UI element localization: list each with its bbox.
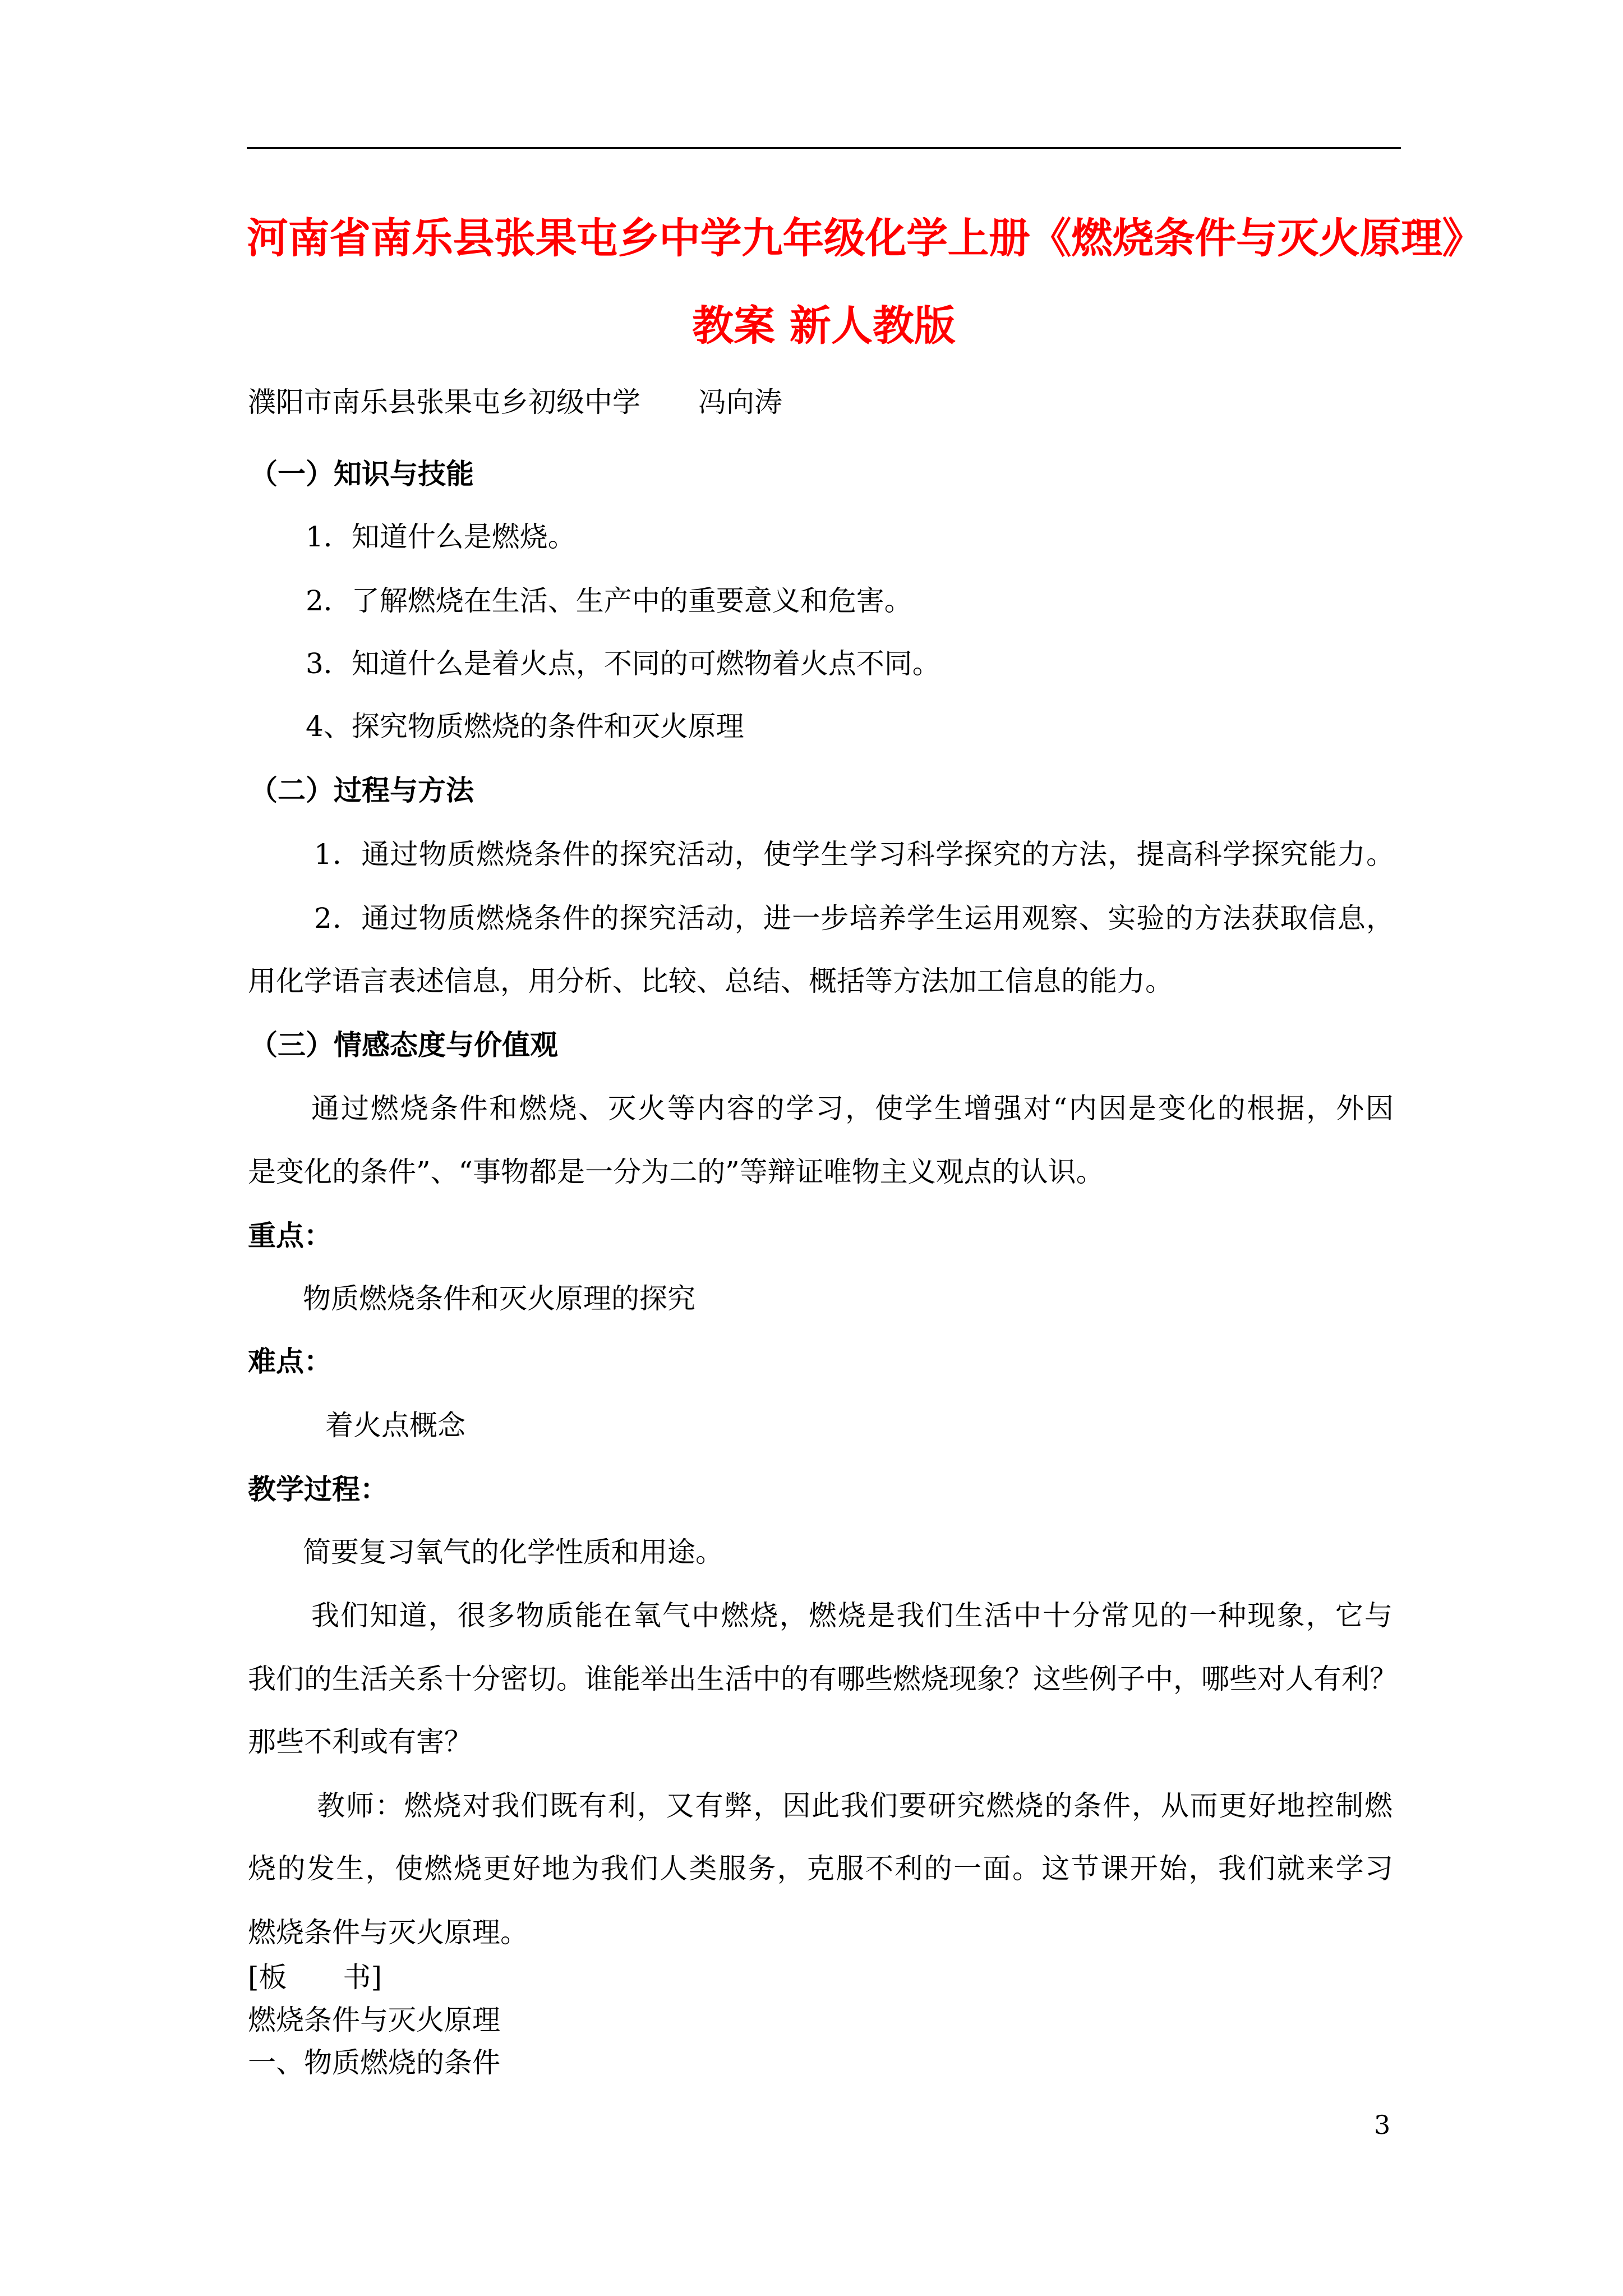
section-3-paragraph-line-2: 是变化的条件”、“事物都是一分为二的”等辩证唯物主义观点的认识。 xyxy=(248,1156,1104,1188)
section-3-heading: （三）情感态度与价值观 xyxy=(250,1028,558,1061)
process-review: 简要复习氧气的化学性质和用途。 xyxy=(303,1536,723,1568)
process-paragraph-1-line-3: 那些不利或有害？ xyxy=(248,1726,472,1758)
process-paragraph-2-line-2: 烧的发生，使燃烧更好地为我们人类服务，克服不利的一面。这节课开始，我们就来学习 xyxy=(248,1852,1393,1885)
process-paragraph-1-line-2: 我们的生活关系十分密切。谁能举出生活中的有哪些燃烧现象？这些例子中，哪些对人有利？ xyxy=(248,1663,1398,1695)
section-3-paragraph-line-1: 通过燃烧条件和燃烧、灭火等内容的学习，使学生增强对“内因是变化的根据，外因 xyxy=(311,1092,1394,1125)
process-paragraph-1-line-1: 我们知道，很多物质能在氧气中燃烧，燃烧是我们生活中十分常见的一种现象，它与 xyxy=(311,1599,1393,1632)
section-2-item-2-line-1: 2．通过物质燃烧条件的探究活动，进一步培养学生运用观察、实验的方法获取信息， xyxy=(314,902,1394,935)
key-point-text: 物质燃烧条件和灭火原理的探究 xyxy=(303,1282,695,1315)
page-number: 3 xyxy=(1374,2110,1391,2140)
section-2-item-1: 1．通过物质燃烧条件的探究活动，使学生学习科学探究的方法，提高科学探究能力。 xyxy=(314,838,1394,871)
author-name: 冯向涛 xyxy=(698,386,782,418)
header-rule xyxy=(247,147,1401,149)
section-1-item-3: 3．知道什么是着火点，不同的可燃物着火点不同。 xyxy=(306,647,940,680)
document-title-line-2: 教案 新人教版 xyxy=(692,302,956,350)
key-point-label: 重点： xyxy=(248,1219,332,1252)
process-paragraph-2-line-1: 教师：燃烧对我们既有利，又有弊，因此我们要研究燃烧的条件，从而更好地控制燃 xyxy=(317,1789,1393,1822)
difficulty-label: 难点： xyxy=(248,1345,332,1378)
difficulty-text: 着火点概念 xyxy=(325,1409,465,1442)
section-2-item-2-line-2: 用化学语言表述信息，用分析、比较、总结、概括等方法加工信息的能力。 xyxy=(248,965,1173,997)
section-1-item-1: 1．知道什么是燃烧。 xyxy=(306,521,576,553)
process-paragraph-2-line-3: 燃烧条件与灭火原理。 xyxy=(248,1916,528,1949)
process-label: 教学过程： xyxy=(248,1473,388,1506)
section-1-item-4: 4、探究物质燃烧的条件和灭火原理 xyxy=(306,710,744,743)
section-1-heading: （一）知识与技能 xyxy=(250,457,474,490)
board-label: [板 书] xyxy=(248,1961,382,1994)
board-line-1: 燃烧条件与灭火原理 xyxy=(248,2004,500,2036)
section-2-heading: （二）过程与方法 xyxy=(250,774,474,807)
section-1-item-2: 2．了解燃烧在生活、生产中的重要意义和危害。 xyxy=(306,585,912,617)
author-school: 濮阳市南乐县张果屯乡初级中学 xyxy=(248,386,640,418)
board-line-2: 一、物质燃烧的条件 xyxy=(248,2046,500,2079)
document-title-line-1: 河南省南乐县张果屯乡中学九年级化学上册《燃烧条件与灭火原理》 xyxy=(247,214,1483,263)
